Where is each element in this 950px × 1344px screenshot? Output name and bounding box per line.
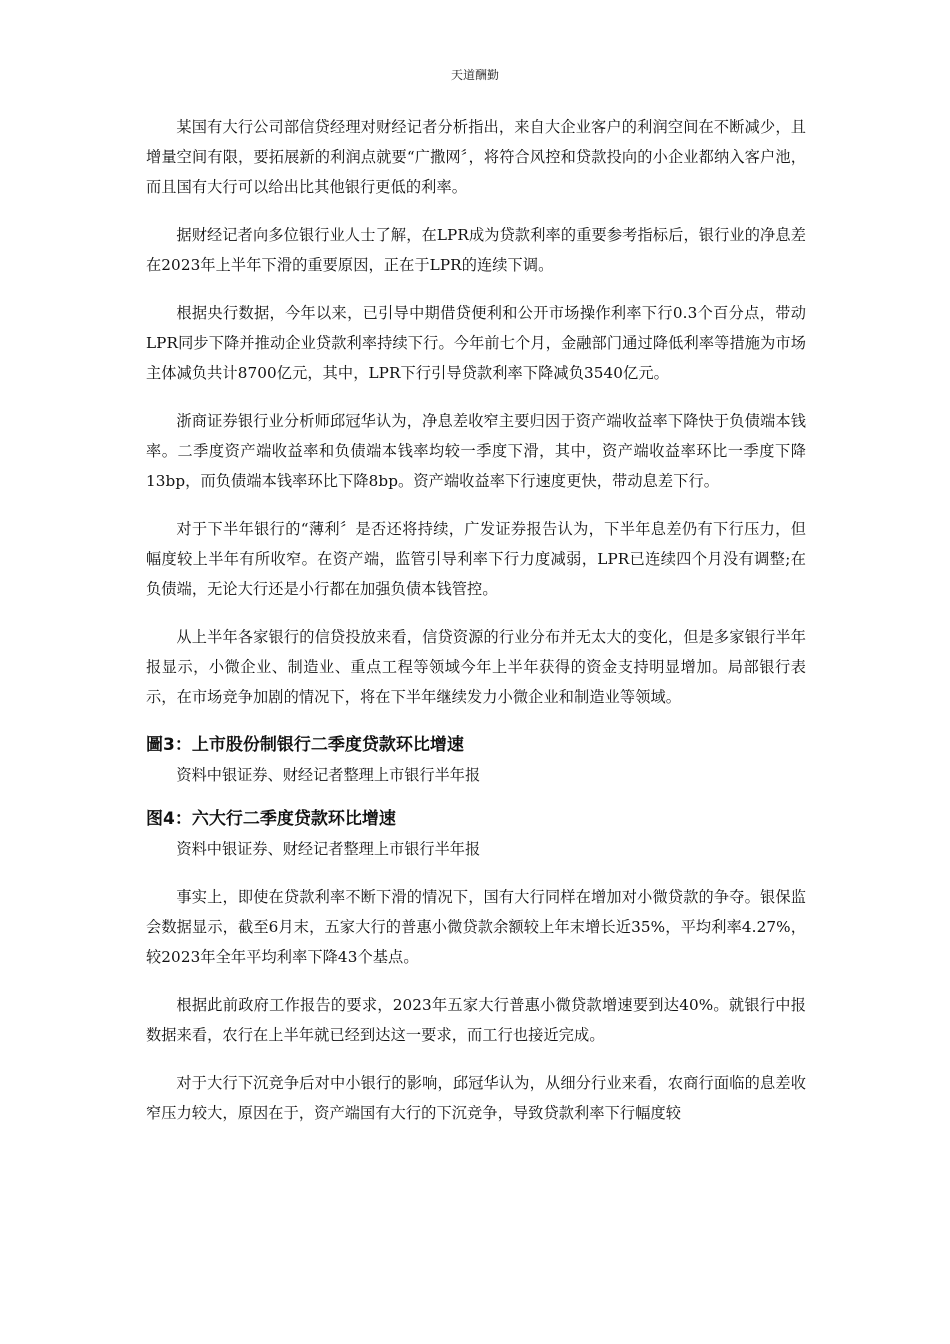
figure-caption-4 — [146, 804, 806, 864]
figure-source: 资料中银证券、财经记者整理上市银行半年报 — [176, 766, 481, 784]
paragraph: 对于大行下沉竞争后对中小银行的影响，邱冠华认为，从细分行业来看，农商行面临的息差收窄压力较大，原因在于，资产端国有大行的下沉竞争，导致贷款利率下行幅度较 — [146, 1074, 806, 1122]
paragraph: 对于下半年银行的“薄利〞是否还将持续，广发证券报告认为，下半年息差仍有下行压力，但幅度较上半年有所收窄。在资产端，监管引导利率下行力度减弱，LPR已连续四个月没有调整;在负债端，无论大行还是小行都在加强负债本钱管控。 — [146, 520, 806, 598]
figure-source: 资料中银证券、财经记者整理上市银行半年报 — [176, 840, 481, 858]
figure-title: 图4：六大行二季度贷款环比增速 — [146, 809, 396, 829]
paragraph: 根据此前政府工作报告的要求，2023年五家大行普惠小微贷款增速要到达40%。就银行中报数据来看，农行在上半年就已经到达这一要求，而工行也接近完成。 — [146, 996, 806, 1044]
paragraph: 浙商证券银行业分析师邱冠华认为，净息差收窄主要归因于资产端收益率下降快于负债端本钱率。二季度资产端收益率和负债端本钱率均较一季度下滑，其中，资产端收益率环比一季度下降13bp，而负债端本钱率环比下降8bp。资产端收益率下行速度更快，带动息差下行。 — [146, 412, 806, 490]
paragraph: 根据央行数据，今年以来，已引导中期借贷便利和公开市场操作利率下行0.3个百分点，带动LPR同步下降并推动企业贷款利率持续下行。今年前七个月，金融部门通过降低利率等措施为市场主体减负共计8700亿元，其中，LPR下行引导贷款利率下降减负3540亿元。 — [146, 304, 806, 382]
paragraph: 事实上，即使在贷款利率不断下滑的情况下，国有大行同样在增加对小微贷款的争夺。银保监会数据显示，截至6月末，五家大行的普惠小微贷款余额较上年末增长近35%，平均利率4.27%，较2023年全年平均利率下降43个基点。 — [146, 888, 806, 966]
paragraph: 据财经记者向多位银行业人士了解，在LPR成为贷款利率的重要参考指标后，银行业的净息差在2023年上半年下滑的重要原因，正在于LPR的连续下调。 — [146, 226, 806, 274]
article-body — [146, 112, 806, 1146]
page-header: 天道酬勤 — [450, 68, 499, 82]
paragraph: 某国有大行公司部信贷经理对财经记者分析指出，来自大企业客户的利润空间在不断减少，且增量空间有限，要拓展新的利润点就要“广撒网〞，将符合风控和贷款投向的小企业都纳入客户池，而且国有大行可以给出比其他银行更低的利率。 — [146, 118, 806, 196]
paragraph: 从上半年各家银行的信贷投放来看，信贷资源的行业分布并无太大的变化，但是多家银行半年报显示，小微企业、制造业、重点工程等领域今年上半年获得的资金支持明显增加。局部银行表示，在市场竞争加剧的情况下，将在下半年继续发力小微企业和制造业等领域。 — [146, 628, 806, 706]
figure-title: 圖3：上市股份制银行二季度贷款环比增速 — [146, 735, 464, 755]
figure-caption-3 — [146, 730, 806, 790]
